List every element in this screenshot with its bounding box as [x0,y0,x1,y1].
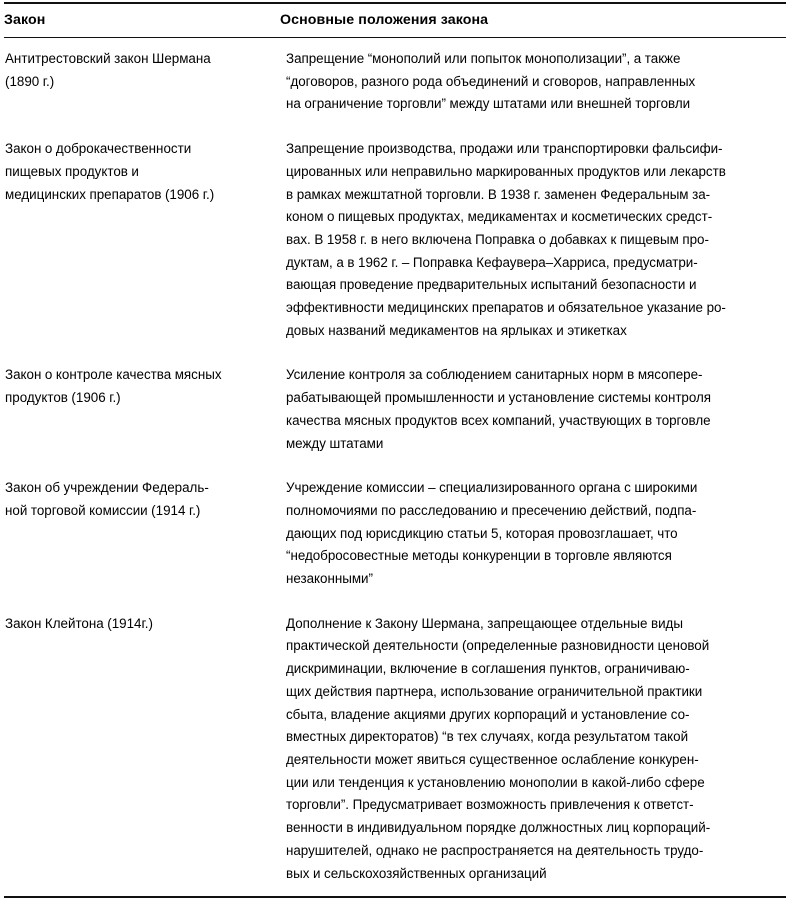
provision-text-line: Запрещение “монополий или попыток монополизации”, а также [286,51,681,66]
cell-law-name [4,602,280,897]
provision-text-line: Учреждение комиссии – специализированного органа с широкими [286,480,698,496]
document-page [0,2,790,881]
provision-text-line: между штатами [286,435,384,451]
provision-text-line: деятельности может явиться существенное ослабление конкурен- [286,751,699,767]
column-header-provisions: Основные положения закона [280,3,786,38]
provision-text-line: вых и сельскохозяйственных организаций [286,865,547,881]
cell-law-provisions [280,602,786,897]
table-row [4,38,786,128]
cell-law-provisions [280,38,786,128]
law-text-line: медицинских препаратов (1906 г.) [5,186,215,202]
cell-law-name [4,353,280,466]
provision-text-line: довых названий медикаментов на ярлыках и этикетках [286,322,627,338]
provision-text-line: торговли”. Предусматривает возможность привлечения к ответст- [286,797,694,813]
law-text-line: Закон о контроле качества мясных [5,367,222,383]
provision-text-line: нарушителей, однако не распространяется на деятельность трудо- [286,842,704,858]
table-header [4,3,786,38]
provision-text-line: вах. В 1958 г. в него включена Поправка о добавках к пищевым про- [286,231,709,247]
law-text-line: (1890 г.) [5,73,55,89]
provision-text-line: качества мясных продуктов всех компаний, участвующих в торговле [286,412,711,428]
provision-text-line: дающих под юрисдикцию статьи 5, которая провозглашает, что [286,525,678,541]
provision-text-line: “договоров, разного рода объединений и сговоров, направленных [286,73,696,89]
provision-text-line: вающая проведение предварительных испытаний безопасности и [286,277,697,293]
provision-text-line: Дополнение к Закону Шермана, запрещающее отдельные виды [286,615,683,631]
provision-text-line: “недобросовестные методы конкуренции в торговле являются [286,548,672,564]
provision-text-line: дуктам, а в 1962 г. – Поправка Кефаувера–Харриса, предусматри- [286,254,698,270]
provision-text-line: коном о пищевых продуктах, медикаментах и косметических средст- [286,209,713,225]
provision-text-line: цированных или неправильно маркированных продуктов или лекарств [286,163,726,179]
law-text-line: пищевых продуктов и [5,163,139,179]
column-header-law: Закон [4,3,280,38]
cell-law-name [4,466,280,602]
provision-text-line: Усиление контроля за соблюдением санитарных норм в мясопере- [286,367,703,383]
table-row [4,127,786,353]
cell-law-name [4,38,280,128]
provision-text-line: эффективности медицинских препаратов и обязательное указание ро- [286,300,726,316]
law-text-line: ной торговой комиссии (1914 г.) [5,502,201,518]
cell-law-provisions [280,466,786,602]
provision-text-line: ции или тенденция к установлению монополии в какой-либо сфере [286,774,705,790]
provision-text-line: рабатывающей промышленности и установление системы контроля [286,390,712,406]
table-header-row [4,3,786,38]
law-text-line: Закон об учреждении Федераль- [5,480,209,496]
cell-law-name [4,127,280,353]
table-body [4,38,786,898]
provision-text-line: незаконными” [286,571,373,587]
cell-law-provisions [280,127,786,353]
provision-text-line: Запрещение производства, продажи или транспортировки фальсифи- [286,141,723,157]
table-row [4,466,786,602]
provision-text-line: дискриминации, включение в соглашения пунктов, ограничиваю- [286,661,690,677]
law-text-line: Закон о доброкачественности [5,141,192,157]
provision-text-line: вместных директоратов) “в тех случаях, когда результатом такой [286,729,689,745]
law-text-line: продуктов (1906 г.) [5,390,121,406]
law-text-line: Антитрестовский закон Шермана [5,51,211,66]
laws-table [4,2,786,898]
table-row [4,602,786,897]
provision-text-line: сбыта, владение акциями других корпораций и установление со- [286,706,690,722]
provision-text-line: в рамках межштатной торговли. В 1938 г. заменен Федеральным за- [286,186,711,202]
provision-text-line: венности в индивидуальном порядке должностных лиц корпораций- [286,820,711,836]
provision-text-line: практической деятельности (определенные разновидности ценовой [286,638,710,654]
law-text-line: Закон Клейтона (1914г.) [5,615,153,631]
cell-law-provisions [280,353,786,466]
provision-text-line: на ограничение торговли” между штатами или внешней торговли [286,96,691,112]
provision-text-line: щих действия партнера, использование ограничительной практики [286,683,703,699]
table-row [4,353,786,466]
provision-text-line: полномочиями по расследованию и пресечению действий, подпа- [286,502,697,518]
